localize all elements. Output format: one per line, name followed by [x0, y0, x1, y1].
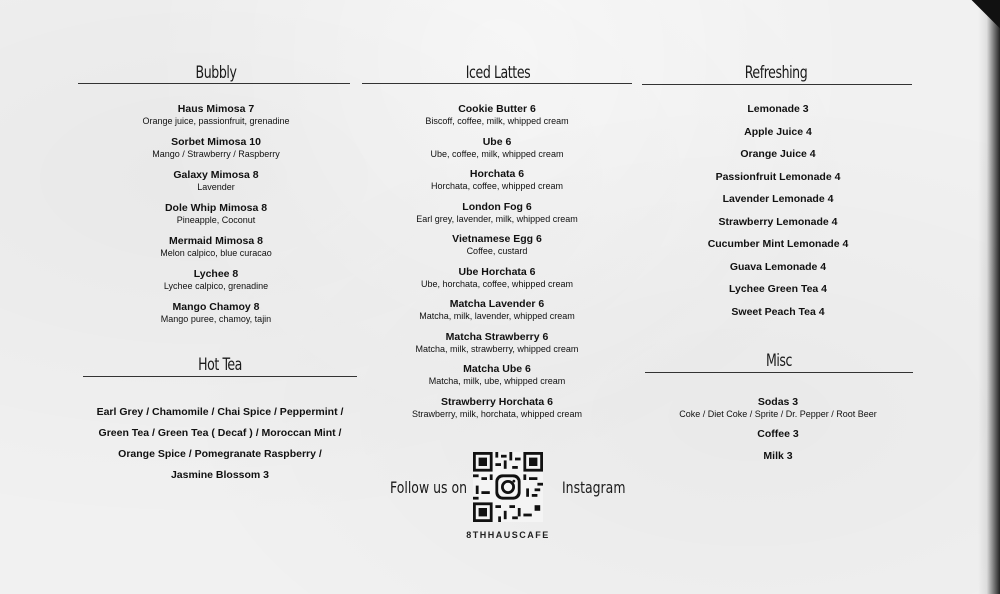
hot-tea-list: [85, 402, 355, 486]
item-name: Cucumber Mint Lemonade 4: [707, 238, 849, 250]
menu-item: [658, 126, 898, 149]
menu-item: [96, 103, 336, 136]
item-name: Sweet Peach Tea 4: [731, 305, 825, 318]
item-name: Strawberry Horchata 6: [440, 395, 554, 408]
item-name: Matcha Ube 6: [463, 363, 531, 375]
item-name: Apple Juice 4: [744, 125, 812, 138]
menu-item: [658, 428, 898, 450]
item-name: Orange Juice 4: [740, 148, 816, 160]
hot-tea-line: Earl Grey / Chamomile / Chai Spice / Peppermint /: [96, 406, 344, 418]
item-name: Matcha Lavender 6: [449, 298, 545, 310]
item-desc: Ube, horchata, coffee, whipped cream: [421, 278, 573, 289]
menu-item: [658, 193, 898, 216]
item-desc: Matcha, milk, ube, whipped cream: [428, 376, 566, 386]
menu-item: [377, 103, 617, 136]
menu-item: [658, 171, 898, 194]
item-name: Haus Mimosa 7: [177, 103, 255, 115]
item-desc: Coffee, custard: [466, 246, 528, 256]
item-desc: Earl grey, lavender, milk, whipped cream: [416, 213, 578, 224]
menu-item: [96, 202, 336, 235]
instagram-qr-code-icon[interactable]: [473, 452, 543, 522]
item-name: Ube 6: [482, 135, 512, 148]
item-desc: Orange juice, passionfruit, grenadine: [142, 116, 290, 126]
menu-item: [658, 216, 898, 239]
menu-item: [377, 266, 617, 299]
paper-edge-shadow: [978, 0, 1000, 594]
menu-item: [96, 136, 336, 169]
instagram-text: Instagram: [562, 478, 626, 497]
menu-item: [658, 450, 898, 472]
menu-item: [658, 261, 898, 284]
menu-item: [96, 268, 336, 301]
menu-item: [377, 233, 617, 266]
instagram-handle: 8THHAUSCAFE: [466, 530, 550, 540]
menu-item: [96, 301, 336, 334]
section-title-hot-tea: Hot Tea: [198, 355, 242, 375]
item-name: Matcha Strawberry 6: [445, 330, 549, 343]
item-name: Passionfruit Lemonade 4: [715, 170, 841, 183]
item-desc: Ube, coffee, milk, whipped cream: [430, 148, 564, 159]
menu-item: [377, 363, 617, 396]
item-desc: Lavender: [197, 182, 235, 192]
section-title-refreshing: Refreshing: [744, 63, 808, 83]
item-name: Lavender Lemonade 4: [722, 193, 834, 205]
divider-bubbly: [78, 83, 350, 84]
item-name: Coffee 3: [757, 428, 799, 440]
item-desc: Strawberry, milk, horchata, whipped cream: [412, 408, 582, 419]
misc-list: [658, 396, 898, 472]
item-name: Strawberry Lemonade 4: [718, 215, 838, 228]
item-name: London Fog 6: [462, 200, 532, 213]
item-name: Vietnamese Egg 6: [452, 233, 542, 245]
item-name: Dole Whip Mimosa 8: [164, 202, 268, 214]
menu-item: [377, 331, 617, 364]
item-desc: Biscoff, coffee, milk, whipped cream: [425, 116, 569, 126]
item-name: Sorbet Mimosa 10: [171, 136, 261, 148]
item-name: Mermaid Mimosa 8: [169, 235, 263, 247]
refreshing-list: [658, 103, 898, 328]
item-desc: Melon calpico, blue curacao: [160, 248, 272, 258]
hot-tea-line: Orange Spice / Pomegranate Raspberry /: [118, 448, 322, 460]
divider-hot-tea: [83, 376, 357, 377]
menu-item: [658, 396, 898, 428]
menu-item: [96, 235, 336, 268]
menu-item: [377, 396, 617, 429]
menu-item: [658, 148, 898, 171]
item-name: Cookie Butter 6: [458, 103, 536, 115]
item-name: Galaxy Mimosa 8: [173, 169, 259, 181]
follow-us-text: Follow us on: [390, 478, 468, 497]
menu-item: [96, 169, 336, 202]
iced-lattes-list: [377, 103, 617, 428]
section-title-bubbly: Bubbly: [195, 63, 237, 83]
section-title-iced-lattes: Iced Lattes: [465, 63, 531, 83]
item-desc: Mango / Strawberry / Raspberry: [152, 149, 280, 159]
paper-corner: [950, 0, 1000, 30]
menu-item: [377, 298, 617, 331]
item-desc: Horchata, coffee, whipped cream: [431, 181, 563, 191]
section-title-misc: Misc: [765, 351, 793, 371]
menu-item: [658, 306, 898, 329]
menu-item: [377, 201, 617, 234]
item-name: Sodas 3: [757, 396, 799, 408]
item-desc: Mango puree, chamoy, tajin: [160, 314, 272, 324]
menu-item: [658, 103, 898, 126]
item-name: Lemonade 3: [747, 103, 809, 115]
menu-item: [658, 283, 898, 306]
item-name: Horchata 6: [469, 168, 525, 180]
divider-misc: [645, 372, 913, 373]
item-desc: Pineapple, Coconut: [176, 215, 256, 225]
item-desc: Matcha, milk, lavender, whipped cream: [419, 311, 575, 321]
item-desc: Coke / Diet Coke / Sprite / Dr. Pepper / Root Beer: [679, 409, 877, 419]
divider-refreshing: [642, 84, 912, 85]
item-name: Ube Horchata 6: [458, 265, 536, 278]
item-name: Lychee 8: [193, 268, 239, 280]
item-desc: Lychee calpico, grenadine: [163, 281, 269, 291]
menu-item: [658, 238, 898, 261]
item-name: Lychee Green Tea 4: [728, 283, 828, 295]
menu-item: [377, 136, 617, 169]
item-name: Milk 3: [763, 450, 793, 462]
item-name: Guava Lemonade 4: [729, 260, 827, 273]
item-desc: Matcha, milk, strawberry, whipped cream: [415, 343, 579, 354]
divider-iced-lattes: [362, 83, 632, 84]
item-name: Mango Chamoy 8: [172, 301, 260, 313]
hot-tea-line: Green Tea / Green Tea ( Decaf ) / Moroccan Mint /: [98, 427, 342, 439]
hot-tea-line: Jasmine Blossom 3: [170, 469, 270, 481]
bubbly-list: [96, 103, 336, 334]
menu-item: [377, 168, 617, 201]
